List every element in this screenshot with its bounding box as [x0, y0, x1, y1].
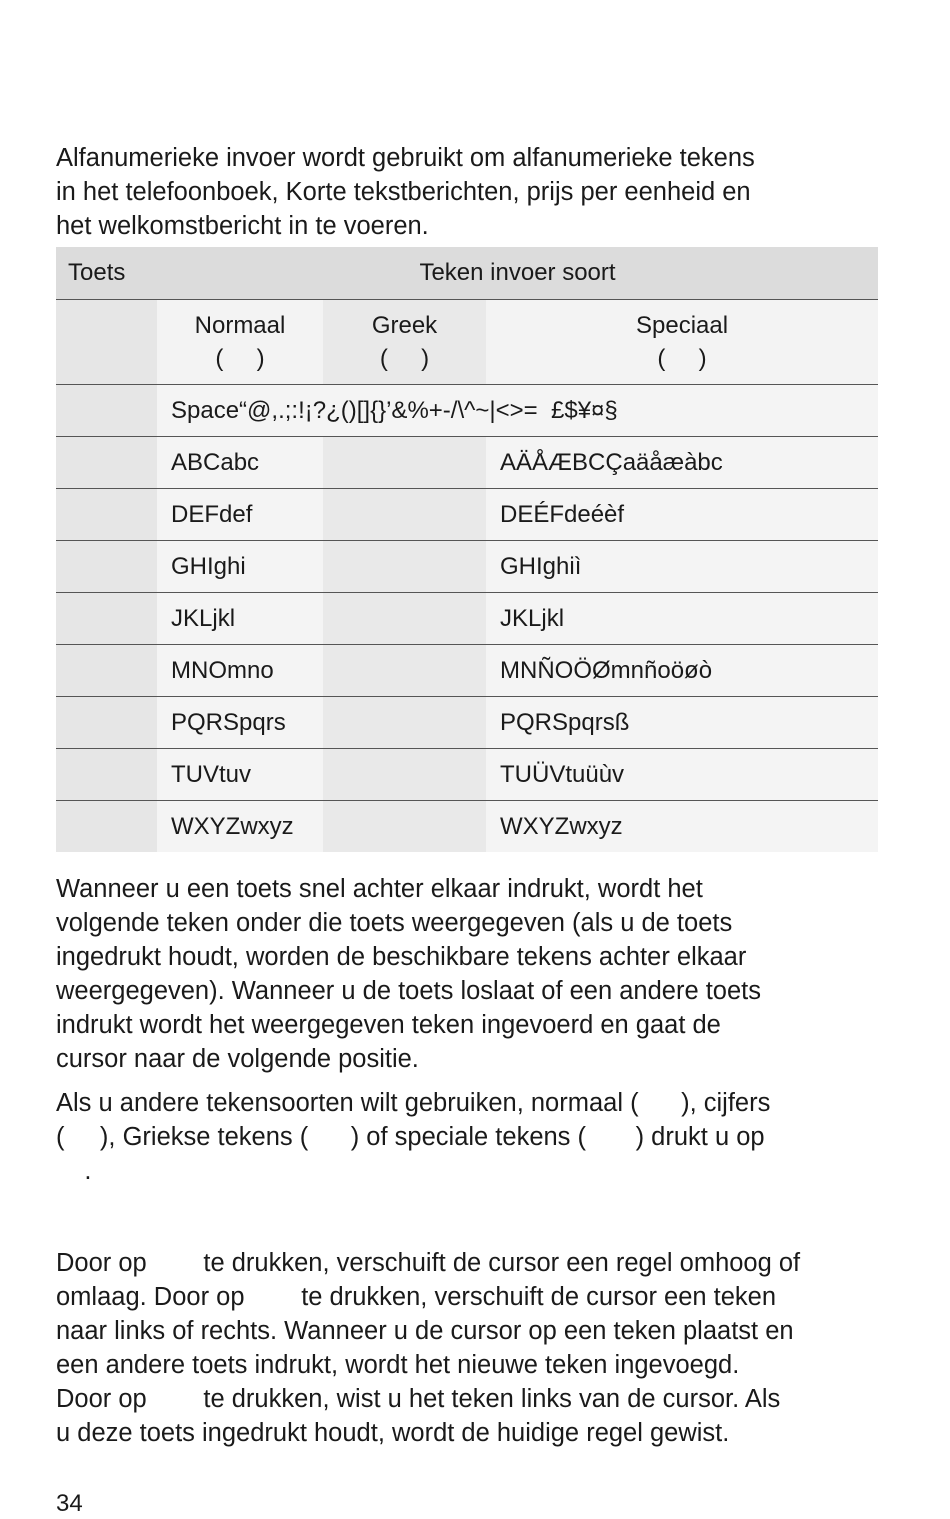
table-header-row: [56, 247, 878, 300]
special-cell: AÄÅÆBCÇaäåæàbc: [486, 437, 878, 489]
column-normal: [157, 300, 323, 385]
table-row: [56, 749, 878, 801]
greek-cell: [323, 489, 486, 541]
body-line: een andere toets indrukt, wordt het nieuwe teken ingevoegd.: [56, 1351, 740, 1379]
key-cell: [56, 645, 157, 697]
column-special: [486, 300, 878, 385]
column-greek-paren: ( ): [379, 345, 430, 372]
special-cell: TUÜVtuüùv: [486, 749, 878, 801]
body-line: omlaag. Door op te drukken, verschuift de cursor een teken: [56, 1283, 777, 1311]
intro-line: in het telefoonboek, Korte tekstberichten, prijs per eenheid en: [56, 178, 751, 206]
intro-paragraph: [56, 141, 878, 243]
special-cell: DEÉFdeéèf: [486, 489, 878, 541]
table-row: [56, 593, 878, 645]
body-line: cursor naar de volgende positie.: [56, 1045, 419, 1073]
table-row: [56, 541, 878, 593]
greek-cell: [323, 593, 486, 645]
special-cell: MNÑOÖØmnñoöøò: [486, 645, 878, 697]
column-special-paren: ( ): [657, 345, 707, 372]
body-line: volgende teken onder die toets weergegeven (als u de toets: [56, 909, 733, 937]
body-line: .: [56, 1157, 92, 1185]
table-row: [56, 645, 878, 697]
normal-cell: DEFdef: [157, 489, 323, 541]
special-cell: JKLjkl: [486, 593, 878, 645]
normal-cell: GHIghi: [157, 541, 323, 593]
greek-cell: [323, 697, 486, 749]
special-cell: GHIghiì: [486, 541, 878, 593]
body-line: Door op te drukken, verschuift de cursor een regel omhoog of: [56, 1249, 801, 1277]
cursor-paragraph: [56, 1246, 878, 1450]
special-cell: WXYZwxyz: [486, 801, 878, 853]
intro-line: het welkomstbericht in te voeren.: [56, 212, 429, 240]
symbols-cell: Space“@,.;:!¡?¿()[]{}’&%+-/\^~|<>= £$¥¤§: [157, 385, 878, 437]
normal-cell: TUVtuv: [157, 749, 323, 801]
table-subheader-row: [56, 300, 878, 385]
key-cell: [56, 300, 157, 385]
column-normal-label: Normaal: [194, 312, 286, 339]
greek-cell: [323, 749, 486, 801]
greek-cell: [323, 645, 486, 697]
key-cell: [56, 801, 157, 853]
body-line: Door op te drukken, wist u het teken links van de cursor. Als: [56, 1385, 781, 1413]
key-cell: [56, 697, 157, 749]
manual-page: [56, 141, 878, 1450]
greek-cell: [323, 801, 486, 853]
column-greek: [323, 300, 486, 385]
body-line: Wanneer u een toets snel achter elkaar indrukt, wordt het: [56, 875, 703, 903]
special-cell: PQRSpqrsß: [486, 697, 878, 749]
repeat-press-paragraph: [56, 872, 878, 1076]
table-row: [56, 437, 878, 489]
body-line: Als u andere tekensoorten wilt gebruiken, normaal ( ), cijfers: [56, 1089, 771, 1117]
table-row: [56, 385, 878, 437]
normal-cell: PQRSpqrs: [157, 697, 323, 749]
body-line: naar links of rechts. Wanneer u de cursor op een teken plaatst en: [56, 1317, 794, 1345]
table-row: [56, 801, 878, 853]
header-key: Toets: [56, 247, 157, 300]
body-line: ( ), Griekse tekens ( ) of speciale tekens ( ) drukt u op: [56, 1123, 765, 1151]
normal-cell: MNOmno: [157, 645, 323, 697]
body-line: ingedrukt houdt, worden de beschikbare tekens achter elkaar: [56, 943, 747, 971]
intro-line: Alfanumerieke invoer wordt gebruikt om alfanumerieke tekens: [56, 144, 755, 172]
greek-cell: [323, 541, 486, 593]
normal-cell: WXYZwxyz: [157, 801, 323, 853]
normal-cell: ABCabc: [157, 437, 323, 489]
header-title: Teken invoer soort: [157, 247, 878, 300]
key-cell: [56, 749, 157, 801]
normal-cell: JKLjkl: [157, 593, 323, 645]
table-row: [56, 697, 878, 749]
key-cell: [56, 489, 157, 541]
key-cell: [56, 593, 157, 645]
greek-cell: [323, 437, 486, 489]
column-greek-label: Greek: [371, 312, 438, 339]
body-line: weergegeven). Wanneer u de toets loslaat of een andere toets: [56, 977, 762, 1005]
body-line: u deze toets ingedrukt houdt, wordt de huidige regel gewist.: [56, 1419, 730, 1447]
column-normal-paren: ( ): [215, 345, 265, 372]
character-type-paragraph: [56, 1086, 878, 1188]
table-row: [56, 489, 878, 541]
key-cell: [56, 385, 157, 437]
column-special-label: Speciaal: [635, 312, 729, 339]
key-cell: [56, 437, 157, 489]
body-line: indrukt wordt het weergegeven teken ingevoerd en gaat de: [56, 1011, 721, 1039]
page-number: 34: [56, 1490, 83, 1517]
character-table: [56, 247, 878, 852]
key-cell: [56, 541, 157, 593]
